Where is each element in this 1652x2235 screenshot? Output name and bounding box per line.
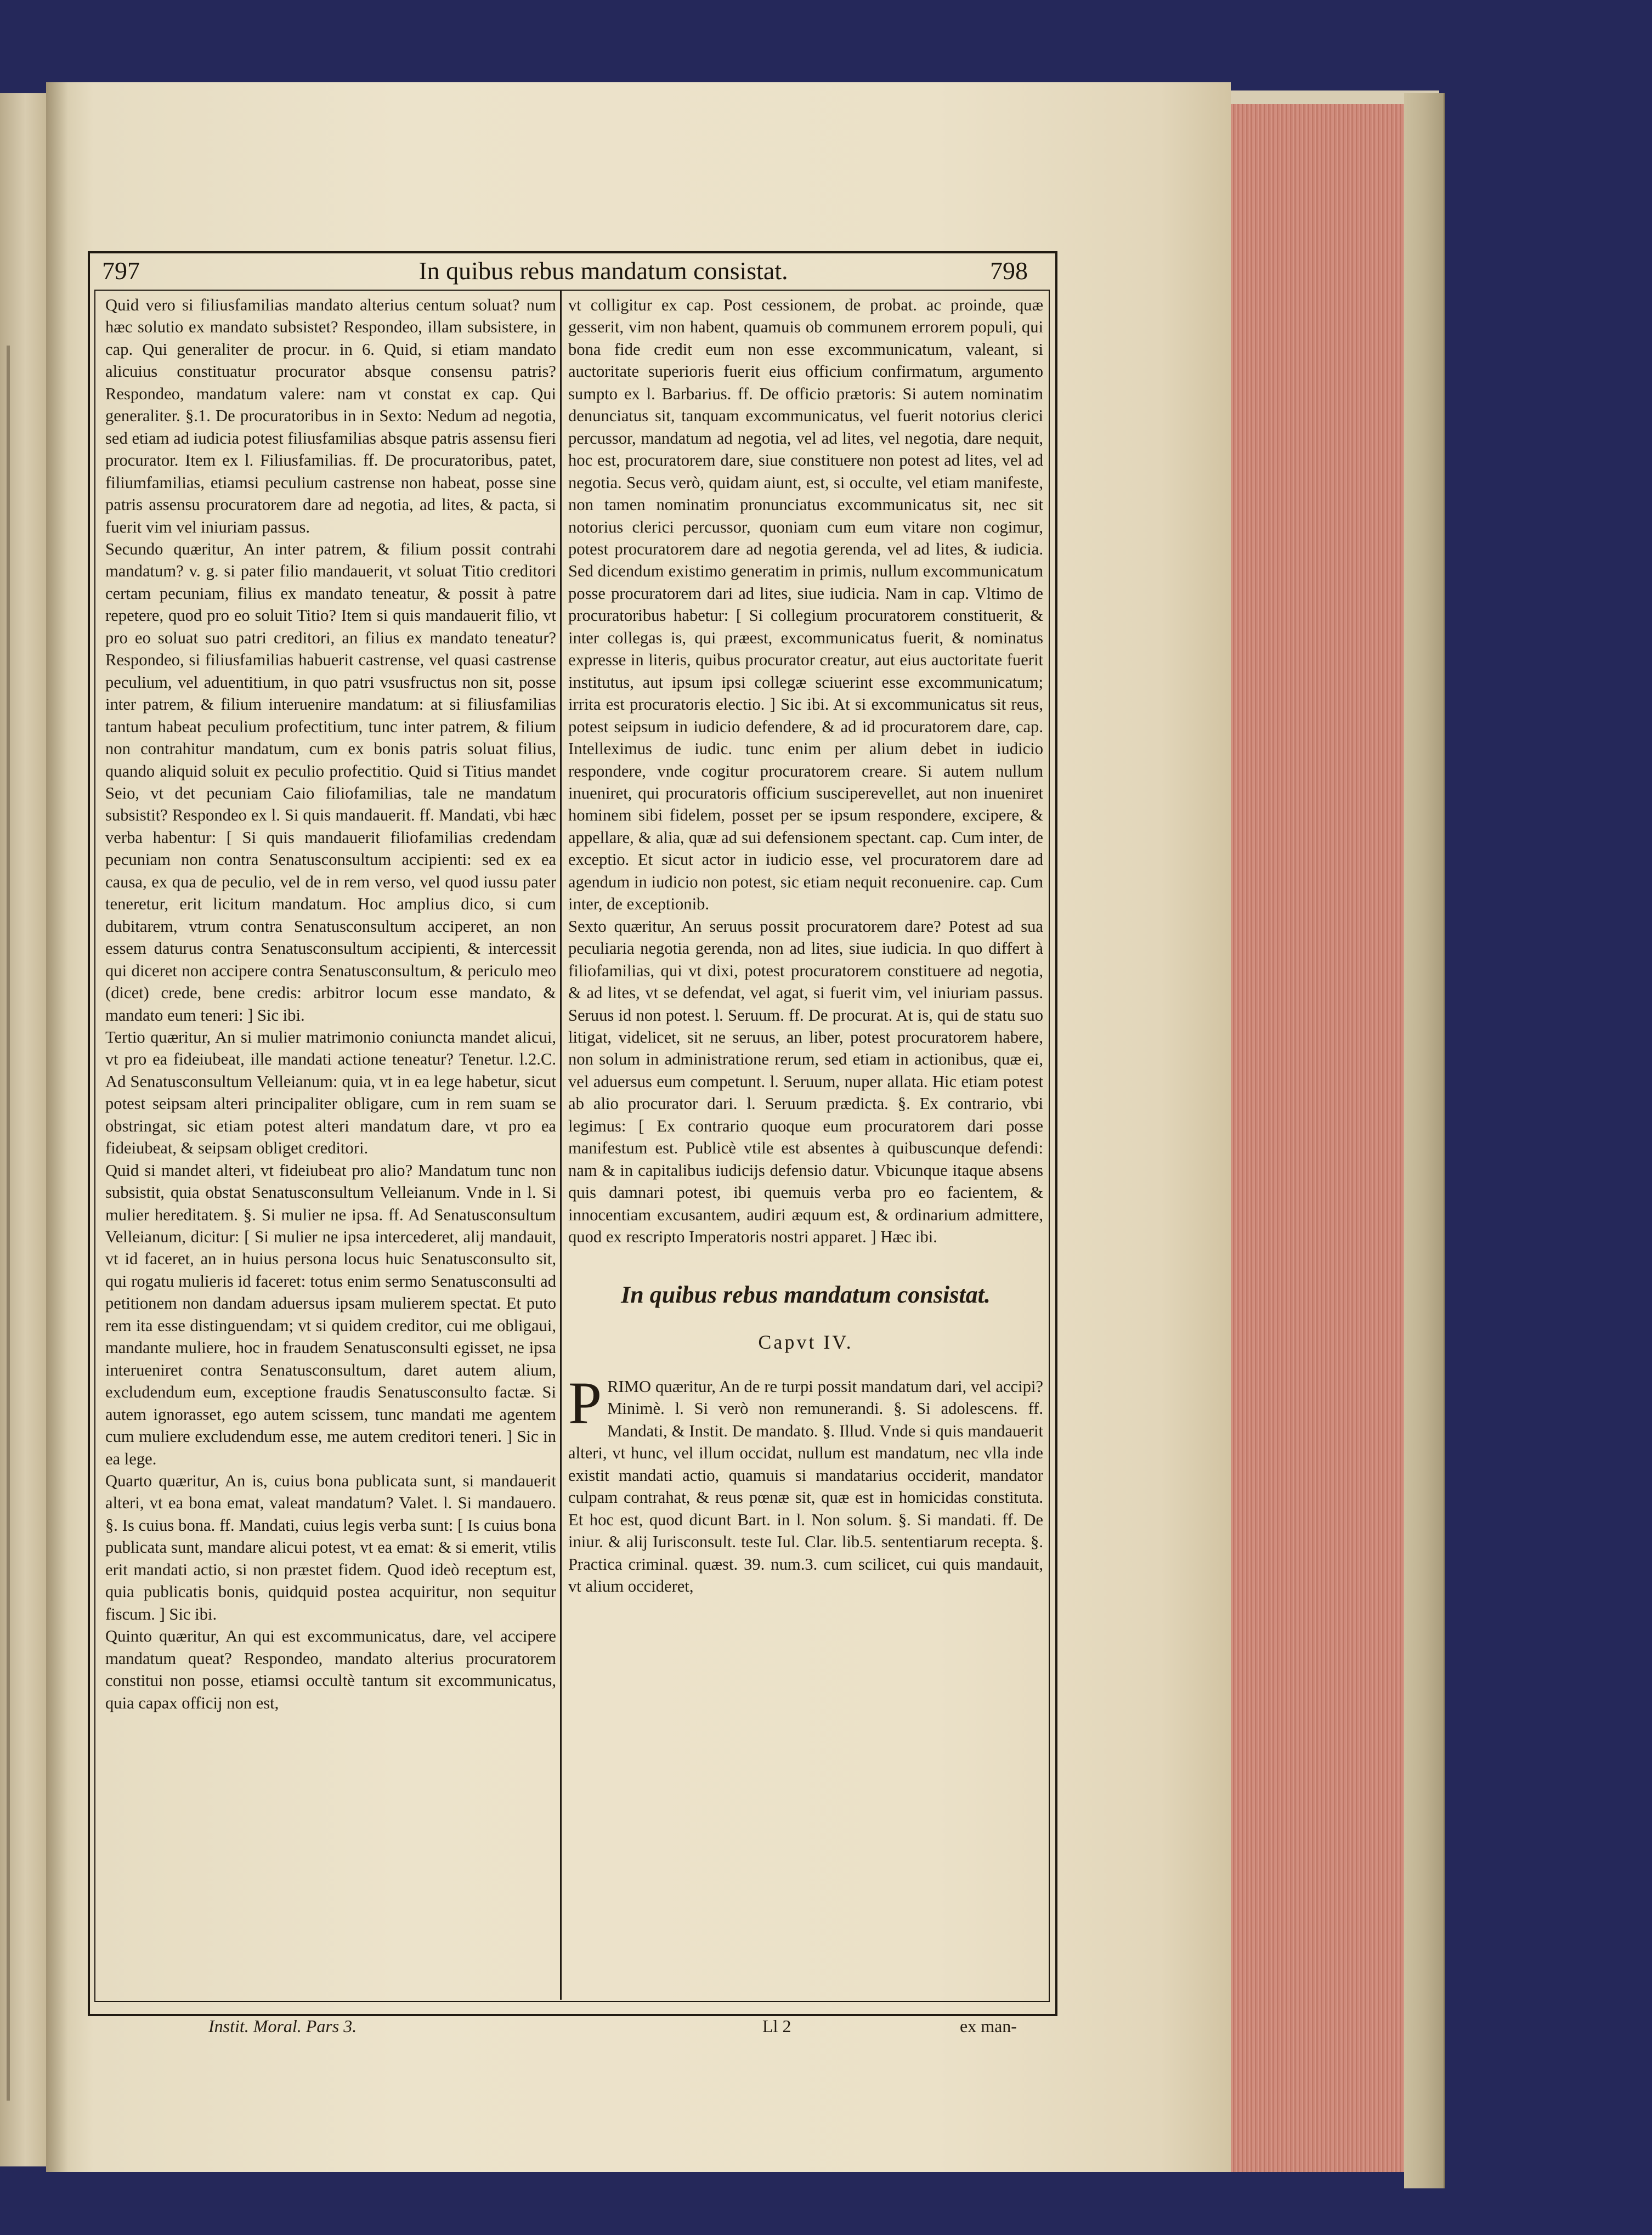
left-column — [105, 294, 556, 1714]
chapter-heading: Capvt IV. — [758, 1331, 853, 1354]
page-number-left: 797 — [102, 257, 140, 285]
paragraph-1: Quid vero si filiusfamilias mandato alterius centum soluat? num hæc solutio ex mandato subsistet? Respondeo, illam subsistere, in cap. Qui generaliter de procur. in 6. Quid, si etiam mandato alicuius constituatur procurator absque consensu patris? Respondeo, mandatum valere: nam vt constat ex cap. Qui generaliter. §.1. De procuratoribus in in Sexto: Nedum ad negotia, sed etiam ad iudicia potest filiusfamilias absque patris assensu fieri procurator. Item ex l. Filiusfamilias. ff. De procuratoribus, patet, filiumfamilias, etiamsi peculium castrense non habeat, posse sine patris assensu procuratorem dare ad negotia, ad lites, & pacta, si fuerit vim vel iniuriam passus. — [105, 296, 556, 536]
red-page-edges — [1231, 104, 1423, 2172]
facing-page-edge — [0, 93, 48, 2166]
running-title: In quibus rebus mandatum consistat. — [418, 257, 788, 285]
footer-signature: Instit. Moral. Pars 3. — [208, 2016, 357, 2036]
drop-cap: P — [568, 1369, 602, 1436]
section-title: In quibus rebus mandatum consistat. — [621, 1281, 991, 1309]
paragraph-quinto: Quinto quæritur, An qui est excommunicatus, dare, vel accipere mandatum queat? Respondeo, mandato alterius procuratorem constitui non posse, etiamsi occultè tantum sit excommunicatus, quia capax officij non est, — [105, 1627, 556, 1712]
chapter-text: RIMO quæritur, An de re turpi possit mandatum dari, vel accipi? Minimè. l. Si verò non remunerandi. §. Si adolescens. ff. Mandati, & Instit. De mandato. §. Illud. Vnde si quis mandauerit alteri, vt hunc, vel illum occidat, nullum est mandatum, nec vlla inde existit mandati actio, quamuis si mandatarius occiderit, mandator culpam contrahat, & reus pœnæ sit, quæ est in homicidas constituta. Et hoc est, quod dicunt Bart. in l. Non solum. §. Si mandati. ff. De iniur. & alij Iurisconsult. teste Iul. Clar. lib.5. sententiarum recepta. §. Practica criminal. quæst. 39. num.3. cum scilicet, cui quis mandauit, vt alium occideret, — [568, 1377, 1043, 1596]
column-rule — [560, 290, 562, 2000]
binding-board — [1404, 93, 1445, 2188]
paragraph-sexto: Sexto quæritur, An seruus possit procuratorem dare? Potest ad sua peculiaria negotia gerenda, non ad lites, siue iudicia. In quo differt à filiofamilias, qui vt dixi, potest procuratorem constituere ad negotia, & ad lites, vt se defendat, vel agat, si fuerit vim, vel iniuriam passus. Seruus id non potest. l. Seruum. ff. De procurat. At is, qui de statu suo litigat, videlicet, sit ne seruus, an liber, potest procuratorem habere, non solum in administratione rerum, sed etiam in actionibus, quæ ei, vel aduersus eum competunt. l. Seruum, nuper allata. Hic etiam potest ab alio procurator dari. l. Seruum prædicta. §. Ex contrario, vbi legimus: [ Ex contrario quoque eum procuratorem dari posse manifestum est. Publicè vtile est absentes à quibuscunque defendi: nam & in capitalibus iudicijs defensio datur. Vbicunque itaque absens quis damnari potest, ibi quemuis verba pro eo facientem, & innocentiam excusantem, audiri æquum est, & ordinarium admittere, quod ex rescripto Imperatoris nostri apparet. ] Hæc ibi. — [568, 916, 1043, 1247]
paragraph-continuation: vt colligitur ex cap. Post cessionem, de probat. ac proinde, quæ gesserit, vim non habent, quamuis ob communem errorem populi, qui bona fide credit eum non esse excommunicatum, valeant, si auctoritate superioris fuerit eius officium confirmatum, argumento sumpto ex l. Barbarius. ff. De officio prætoris: Si autem nominatim denunciatus sit, tanquam excommunicatus, vel fuerit notorius clerici percussor, mandatum ad negotia, vel ad lites, vel negotia, dare nequit, hoc est, procuratorem dare, siue constituere non potest ad lites, vel ad negotia. Secus verò, quidam aiunt, est, si occulte, vel etiam manifeste, non tamen nominatim pronunciatus excommunicatus sit, nec sit notorius clerici percussor, quoniam cum eum vitare non cogimur, potest procuratorem dare ad negotia gerenda, vel ad lites, & iudicia. Sed dicendum existimo generatim in primis, nullum excommunicatum posse procuratorem dari ad lites, siue iudicia. Nam in cap. Vltimo de procuratoribus habetur: [ Si collegium procuratorem constituerit, & inter collegas is, qui præest, excommunicatus fuerit, & nominatus expresse in literis, quibus procurator creatur, aut eius auctoritate fuerit institutus, aut ipsum ipsi collegæ sciuerint esse excommunicatum; irrita est procuratoris electio. ] Sic ibi. At si excommunicatus sit reus, potest seipsum in iudicio defendere, & ad id procuratorem dare, cap. Intelleximus de iudic. tunc enim per alium debet in iudicio respondere, vnde cogitur procuratorem creare. Si autem nullum inueniret, qui procuratoris officium susciperevellet, aut non inueniret hominem sibi fidelem, posset per se ipsum respondere, excipere, & appellare, & alia, quæ ad sui defensionem spectant. cap. Cum inter, de exceptio. Et sicut actor in iudicio esse, vel procuratorem dare ad agendum in iudicio non potest, sic etiam nequit reconuenire. cap. Cum inter, de exceptionib. — [568, 296, 1043, 914]
catchword: ex man- — [960, 2016, 1017, 2036]
page-number-right: 798 — [990, 257, 1028, 285]
paragraph-secundo: Secundo quæritur, An inter patrem, & filium possit contrahi mandatum? v. g. si pater filio mandauerit, vt soluat Titio creditori certam pecuniam, filius ex mandato teneatur, & possit à patre repetere, quod pro eo soluit Titio? Item si quis mandauerit filio, vt pro eo soluat suo patri creditori, an filius ex mandato teneatur? Respondeo, si filiusfamilias habuerit castrense, vel quasi castrense peculium, vel aduentitium, in quo patri vsusfructus non sit, posse inter patrem, & filium interuenire mandatum: at si filiusfamilias tantum habeat peculium profectitium, tunc inter patrem, & filium non contrahitur mandatum, cum ex bonis patris soluat filius, quando aliquid soluit ex peculio profectitio. Quid si Titius mandet Seio, vt det pecuniam Caio filiofamilias, tale ne mandatum subsistit? Respondeo ex l. Si quis mandauerit. ff. Mandati, vbi hæc verba habentur: [ Si quis mandauerit filiofamilias credendam pecuniam non contra Senatusconsultum accipienti: sed ex ea causa, ex qua de peculio, vel de in rem verso, vel quod iussu pater teneretur, erit licitum mandatum. Hoc amplius dico, si cum dubitarem, vtrum contra Senatusconsultum acciperet, an non essem daturus contra Senatusconsultum accipienti, & intercessit qui diceret non accipere contra Senatusconsultum, & periculo meo (dicet) crede, bene credis: arbitror locum esse mandato, & mandato eum teneri: ] Sic ibi. — [105, 539, 556, 1025]
facing-page-rule — [7, 346, 10, 2101]
gutter-shadow — [46, 82, 68, 2172]
chapter-paragraph — [568, 1369, 1043, 1598]
paragraph-quid-si: Quid si mandet alteri, vt fideiubeat pro alio? Mandatum tunc non subsistit, quia obstat Senatusconsultum Velleianum. Vnde in l. Si mulier hereditatem. §. Si mulier ne ipsa. ff. Ad Senatusconsultum Velleianum, dicitur: [ Si mulier ne ipsa intercederet, alij mandauit, vt id faceret, an in huius persona locus huic Senatusconsulto sit, qui rogatu mulieris id faceret: totus enim sermo Senatusconsulti ad petitionem non dandam aduersus ipsam mulierem spectat. Et puto rem ita esse distinguendam; vt si quidem creditor, cui me obligaui, mandante muliere, hoc in fraudem Senatusconsulti egisset, ne ipsa interueniret contra Senatusconsultum, daret autem alium, excludendum eum, exceptione fraudis Senatusconsulto factæ. Si autem ignorasset, ego autem scissem, tunc mandati me agentem cum muliere excludendum esse, me autem creditori teneri. ] Sic in ea lege. — [105, 1161, 556, 1468]
right-column — [568, 294, 1043, 1597]
signature-mark: Ll 2 — [762, 2016, 791, 2036]
paragraph-tertio: Tertio quæritur, An si mulier matrimonio coniuncta mandet alicui, vt pro ea fideiubeat, ille mandati actione teneatur? Tenetur. l.2.C. Ad Senatusconsultum Velleianum: quia, vt in ea lege habetur, sicut potest seipsam alteri principaliter obligare, cum in rem suam se obstringat, sic etiam potest alteri mandatum dare, vt pro ea fideiubeat, & seipsam obliget creditori. — [105, 1027, 556, 1158]
paragraph-quarto: Quarto quæritur, An is, cuius bona publicata sunt, si mandauerit alteri, vt ea bona emat, valeat mandatum? Valet. l. Si mandauero. §. Is cuius bona. ff. Mandati, cuius legis verba sunt: [ Is cuius bona publicata sunt, mandare alicui potest, vt ea emat: & si emerit, vtilis erit mandati actio, si non præstet fidem. Quod ideò receptum est, quia publicatis bonis, quidquid postea acquiritur, non sequitur fiscum. ] Sic ibi. — [105, 1472, 556, 1623]
